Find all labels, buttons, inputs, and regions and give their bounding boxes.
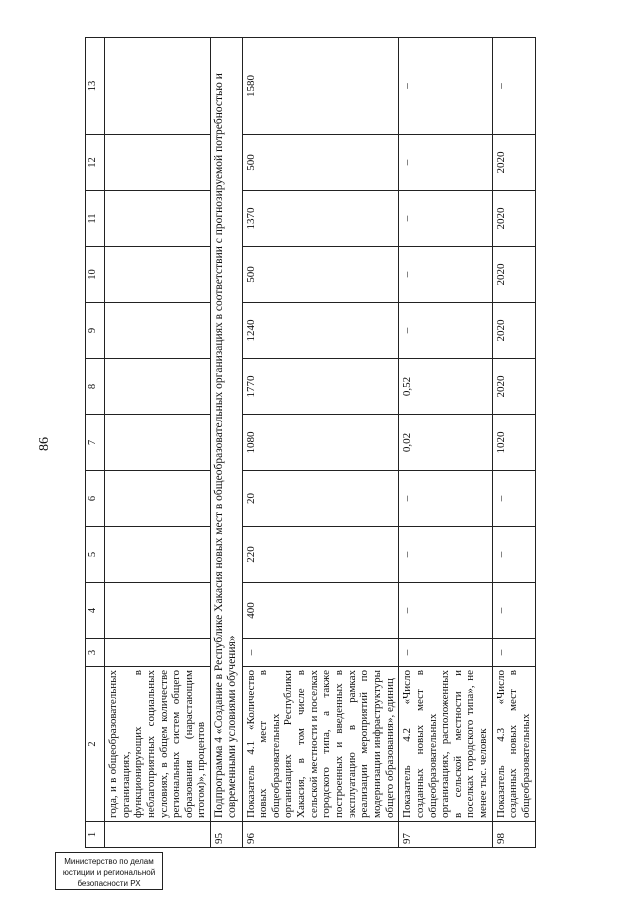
- header-cell: 5: [86, 527, 105, 583]
- header-cell: 10: [86, 247, 105, 303]
- value-cell: [105, 303, 211, 359]
- header-cell: 6: [86, 471, 105, 527]
- value-cell: [105, 38, 211, 135]
- value-cell: [105, 247, 211, 303]
- stamp-line: безопасности РХ: [77, 879, 141, 888]
- subprogram-row: [211, 38, 242, 848]
- header-row: [86, 38, 105, 848]
- header-cell: 12: [86, 135, 105, 191]
- value-cell: 500: [242, 247, 399, 303]
- indicator-description: Показатель 4.3 «Число созданных новых мест в общеобразовательных: [492, 667, 535, 822]
- value-cell: [105, 359, 211, 415]
- page-number: 86: [37, 437, 52, 451]
- stamp-line: Министерство по делам: [64, 857, 154, 866]
- value-cell: –: [399, 583, 492, 639]
- value-cell: –: [492, 38, 535, 135]
- value-cell: –: [399, 191, 492, 247]
- subprogram-title: Подпрограмма 4 «Создание в Республике Хакасия новых мест в общеобразовательных организациях в соответствии с прогнозируемой потребностью и современными условиями обучения»: [211, 38, 242, 822]
- indicator-description: Показатель 4.2 «Число созданных новых мест в общеобразовательных организациях, расположенных в сельской местности и поселках городского типа», не менее тыс. человек: [399, 667, 492, 822]
- row-number: 97: [399, 822, 492, 848]
- value-cell: 0,52: [399, 359, 492, 415]
- header-cell: 8: [86, 359, 105, 415]
- value-cell: –: [399, 639, 492, 667]
- stamp-line: юстиции и региональной: [62, 868, 156, 877]
- header-cell: 2: [86, 667, 105, 822]
- row-number: 96: [242, 822, 399, 848]
- value-cell: –: [492, 639, 535, 667]
- header-cell: 1: [86, 822, 105, 848]
- table-row: [492, 38, 535, 848]
- value-cell: 2020: [492, 135, 535, 191]
- value-cell: 1370: [242, 191, 399, 247]
- value-cell: –: [399, 38, 492, 135]
- table-row: [105, 38, 211, 848]
- header-cell: 11: [86, 191, 105, 247]
- value-cell: [105, 583, 211, 639]
- value-cell: 2020: [492, 359, 535, 415]
- indicators-table: [85, 37, 536, 848]
- value-cell: –: [399, 471, 492, 527]
- value-cell: [105, 191, 211, 247]
- value-cell: 1770: [242, 359, 399, 415]
- value-cell: –: [492, 471, 535, 527]
- header-cell: 13: [86, 38, 105, 135]
- value-cell: 1080: [242, 415, 399, 471]
- row-number: [105, 822, 211, 848]
- value-cell: 500: [242, 135, 399, 191]
- value-cell: [105, 471, 211, 527]
- indicator-description: Показатель 4.1 «Количество новых мест в общеобразовательных организациях Республики Хакасия, в том числе в сельской местности и поселках городского типа, а также построенных и введенных в эксплуатацию в рамках реализации мероприятий по модернизации инфраструктуры общего образования», единиц: [242, 667, 399, 822]
- value-cell: –: [399, 135, 492, 191]
- value-cell: 2020: [492, 191, 535, 247]
- value-cell: 1240: [242, 303, 399, 359]
- row-number: 98: [492, 822, 535, 848]
- indicator-description: года, и в общеобразовательных организациях, функционирующих в неблагоприятных социальных условиях, в общем количестве региональных систем общего образования (нарастающим итогом)», процентов: [105, 667, 211, 822]
- table-row: [242, 38, 399, 848]
- value-cell: 2020: [492, 303, 535, 359]
- value-cell: –: [242, 639, 399, 667]
- value-cell: [105, 527, 211, 583]
- table-row: [399, 38, 492, 848]
- value-cell: [105, 135, 211, 191]
- value-cell: 220: [242, 527, 399, 583]
- header-cell: 7: [86, 415, 105, 471]
- value-cell: 0,02: [399, 415, 492, 471]
- value-cell: –: [399, 527, 492, 583]
- value-cell: [105, 415, 211, 471]
- value-cell: 2020: [492, 247, 535, 303]
- ministry-stamp: [55, 852, 163, 890]
- value-cell: –: [399, 303, 492, 359]
- value-cell: –: [399, 247, 492, 303]
- row-number: 95: [211, 822, 242, 848]
- value-cell: 400: [242, 583, 399, 639]
- rotated-table-container: [85, 38, 610, 848]
- value-cell: [105, 639, 211, 667]
- value-cell: –: [492, 527, 535, 583]
- header-cell: 4: [86, 583, 105, 639]
- value-cell: 1020: [492, 415, 535, 471]
- value-cell: 20: [242, 471, 399, 527]
- value-cell: 1580: [242, 38, 399, 135]
- header-cell: 9: [86, 303, 105, 359]
- value-cell: –: [492, 583, 535, 639]
- header-cell: 3: [86, 639, 105, 667]
